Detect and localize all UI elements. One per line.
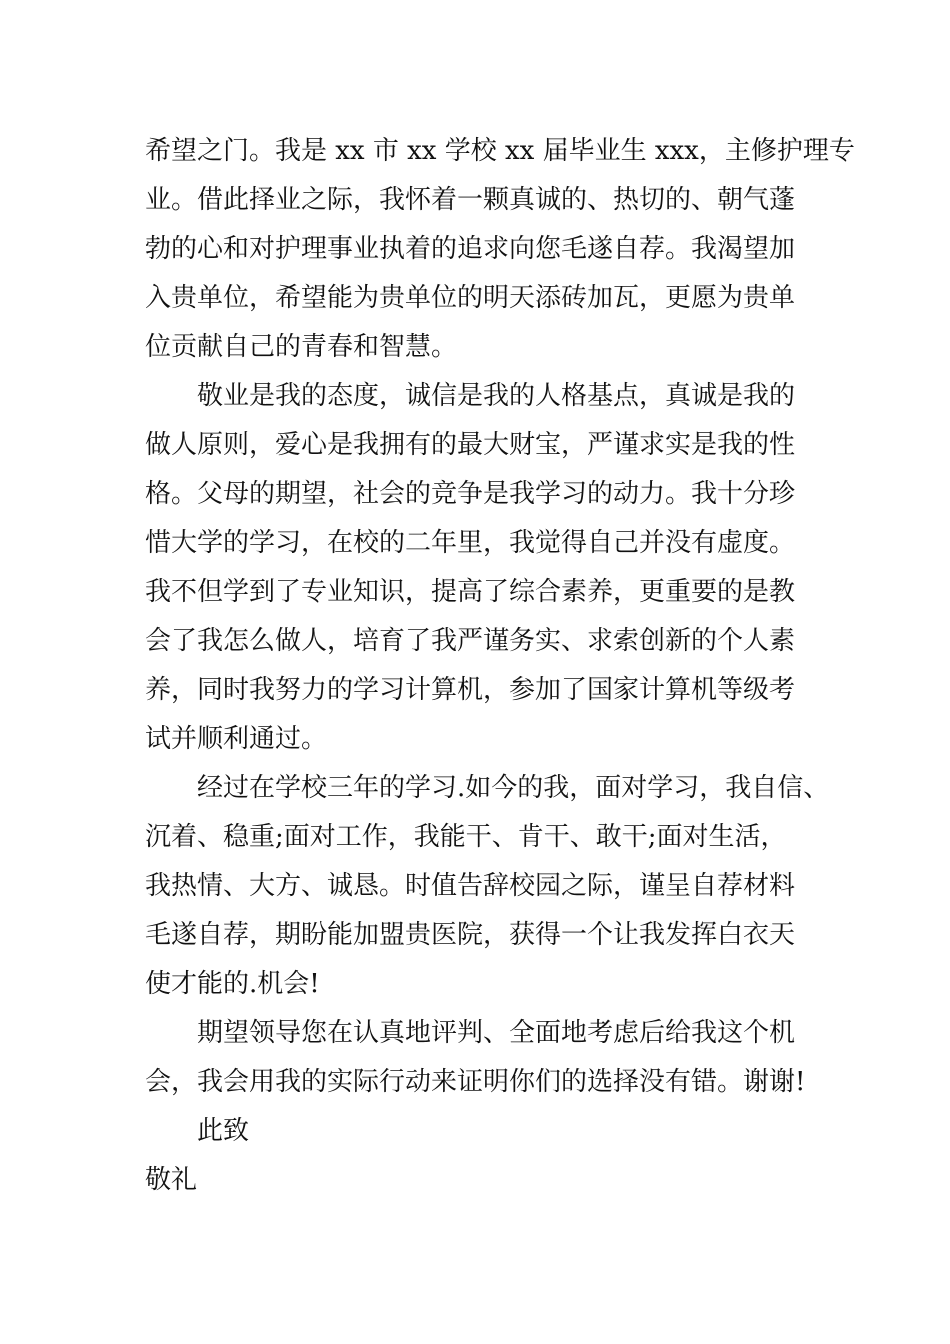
text-line: 经过在学校三年的学习.如今的我，面对学习，我自信、 (197, 773, 830, 803)
text-line: 会，我会用我的实际行动来证明你们的选择没有错。谢谢! (145, 1067, 806, 1097)
text-line: 勃的心和对护理事业执着的追求向您毛遂自荐。我渴望加 (145, 234, 796, 264)
text-line: 位贡献自己的青春和智慧。 (145, 332, 458, 362)
text-line: 敬业是我的态度，诚信是我的人格基点，真诚是我的 (197, 381, 796, 411)
text-line: 我热情、大方、诚恳。时值告辞校园之际，谨呈自荐材料 (145, 871, 796, 901)
closing-salutation: 此致 (197, 1116, 250, 1146)
text-line: 我不但学到了专业知识，提高了综合素养，更重要的是教 (145, 577, 796, 607)
closing-regards: 敬礼 (145, 1165, 198, 1195)
text-line: 格。父母的期望，社会的竞争是我学习的动力。我十分珍 (145, 479, 796, 509)
text-line: 养，同时我努力的学习计算机，参加了国家计算机等级考 (145, 675, 796, 705)
text-line: 沉着、稳重;面对工作，我能干、肯干、敢干;面对生活， (145, 822, 787, 852)
text-line: 期望领导您在认真地评判、全面地考虑后给我这个机 (197, 1018, 796, 1048)
text-line: 惜大学的学习，在校的二年里，我觉得自己并没有虚度。 (145, 528, 796, 558)
text-line: 试并顺利通过。 (145, 724, 328, 754)
text-line: 会了我怎么做人，培育了我严谨务实、求索创新的个人素 (145, 626, 796, 656)
text-line: 入贵单位，希望能为贵单位的明天添砖加瓦，更愿为贵单 (145, 283, 796, 313)
letter-body (145, 127, 855, 1205)
text-line: 毛遂自荐，期盼能加盟贵医院，获得一个让我发挥白衣天 (145, 920, 796, 950)
text-line: 使才能的.机会! (145, 969, 320, 999)
text-line: 希望之门。我是 xx 市 xx 学校 xx 届毕业生 xxx，主修护理专 (145, 136, 855, 166)
text-line: 业。借此择业之际，我怀着一颗真诚的、热切的、朝气蓬 (145, 185, 796, 215)
text-line: 做人原则，爱心是我拥有的最大财宝，严谨求实是我的性 (145, 430, 796, 460)
